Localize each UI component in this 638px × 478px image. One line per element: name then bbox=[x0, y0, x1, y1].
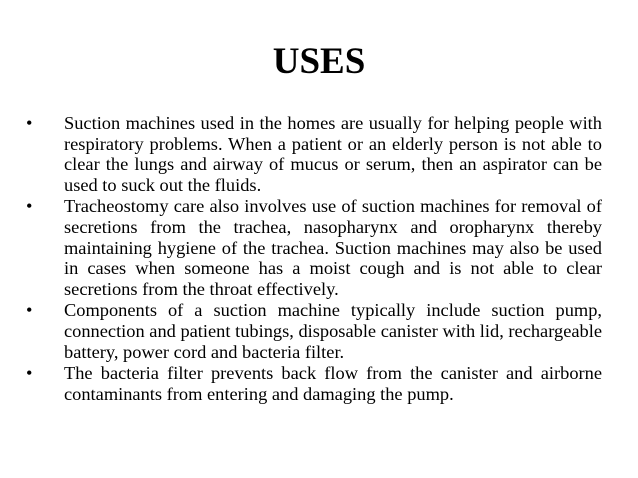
bullet-item bbox=[26, 300, 602, 362]
bullet-text: Suction machines used in the homes are usually for helping people with respiratory problems. When a patient or an elderly person is not able to clear the lungs and airway of mucus or serum, then an aspirator can be used to suck out the fluids. bbox=[64, 113, 602, 195]
bullet-dot-icon: • bbox=[26, 300, 33, 321]
bullet-list bbox=[26, 113, 602, 405]
bullet-item bbox=[26, 196, 602, 299]
bullet-text: Tracheostomy care also involves use of suction machines for removal of secretions from the trachea, nasopharynx and oropharynx thereby maintaining hygiene of the trachea. Suction machines may also be used in cases when someone has a moist cough and is not able to clear secretions from the throat effectively. bbox=[64, 196, 602, 299]
bullet-dot-icon: • bbox=[26, 113, 33, 133]
bullet-text: Components of a suction machine typically include suction pump, connection and patient tubings, disposable canister with lid, rechargeable battery, power cord and bacteria filter. bbox=[64, 300, 602, 362]
bullet-dot-icon: • bbox=[26, 196, 33, 217]
bullet-dot-icon: • bbox=[26, 363, 33, 384]
slide-title: USES bbox=[272, 41, 366, 82]
bullet-item bbox=[26, 363, 602, 404]
bullet-item bbox=[26, 113, 602, 195]
bullet-text: The bacteria filter prevents back flow from the canister and airborne contaminants from entering and damaging the pump. bbox=[64, 363, 602, 404]
